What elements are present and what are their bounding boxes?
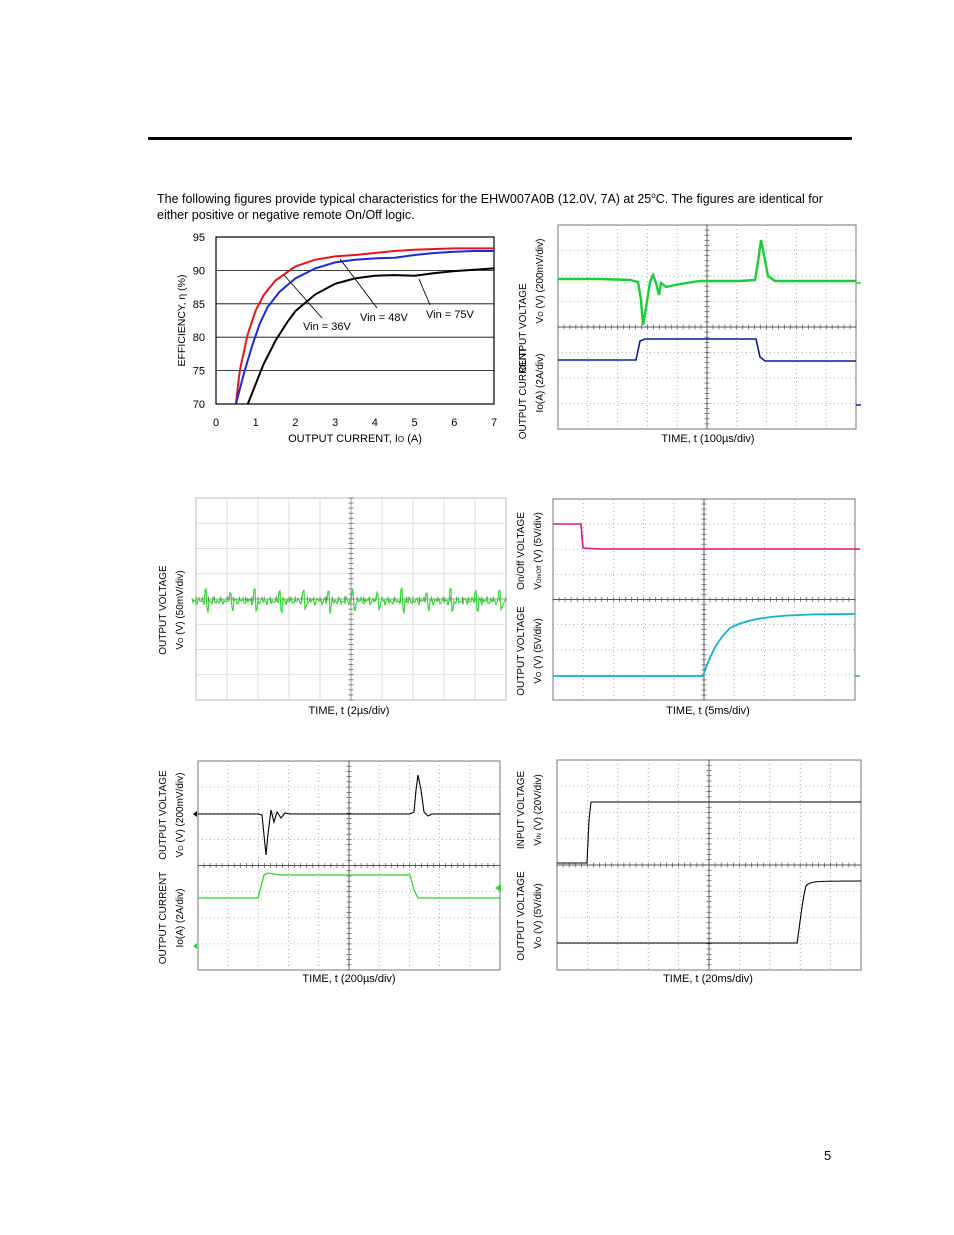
scope-grid-fig5 bbox=[198, 761, 500, 970]
x-tick-label: 4 bbox=[371, 417, 378, 429]
fig4-bottom-label-1: OUTPUT VOLTAGE bbox=[516, 606, 527, 696]
fig4-bottom-label-2: VO (V) (5V/div) bbox=[533, 618, 544, 684]
fig5-bottom-label-2: Io(A) (2A/div) bbox=[175, 888, 186, 948]
scope-transient-100us bbox=[518, 225, 861, 445]
fig6-top-label-1: INPUT VOLTAGE bbox=[516, 770, 527, 850]
fig4-top-label-1: On/Off VOLTAGE bbox=[516, 512, 527, 590]
x-tick-label: 0 bbox=[212, 417, 220, 429]
fig2-bottom-label-2: Io(A) (2A/div) bbox=[535, 353, 546, 413]
y-tick-label: 75 bbox=[192, 365, 205, 378]
x-tick-label: 6 bbox=[451, 417, 458, 429]
fig2-xlabel: TIME, t (100µs/div) bbox=[661, 433, 755, 445]
fig2-bottom-label-1: OUTPUT CURRENT bbox=[518, 346, 529, 440]
fig4-top-label-2: VOn/Off (V) (5V/div) bbox=[533, 512, 544, 590]
annotation-label-1: Vin = 36V bbox=[303, 321, 351, 333]
efficiency-chart bbox=[176, 232, 497, 445]
fig3-xlabel: TIME, t (2µs/div) bbox=[308, 705, 390, 717]
fig5-top-label-2: VO (V) (200mV/div) bbox=[175, 772, 186, 858]
annotation-label-2: Vin = 48V bbox=[360, 312, 408, 324]
x-tick-label: 7 bbox=[490, 417, 498, 429]
x-tick-label: 2 bbox=[292, 417, 299, 429]
y-tick-label: 90 bbox=[192, 265, 205, 278]
scope-transient-200us bbox=[158, 761, 501, 985]
fig6-xlabel: TIME, t (20ms/div) bbox=[663, 973, 753, 985]
fig6-top-label-2: VIN (V) (20V/div) bbox=[533, 774, 544, 846]
intro-paragraph: The following figures provide typical characteristics for the EHW007A0B (12.0V, 7A) at 25$^o$C. The figures are identical for either positive or negative remote On/Off logic. bbox=[157, 191, 823, 223]
fig3-label-2: VO (V) (50mV/div) bbox=[175, 570, 186, 650]
y-tick-label: 95 bbox=[192, 232, 205, 244]
fig6-bottom-label-1: OUTPUT VOLTAGE bbox=[516, 871, 527, 961]
annotation-label-3: Vin = 75V bbox=[426, 309, 474, 321]
y-axis-label: EFFICIENCY, η (%) bbox=[176, 274, 188, 367]
page-number: 5 bbox=[824, 1148, 832, 1163]
scope-grid-fig4 bbox=[553, 499, 855, 700]
scope-ripple-2us bbox=[158, 498, 506, 717]
scope-grid-fig2 bbox=[558, 225, 856, 429]
fig5-top-label-1: OUTPUT VOLTAGE bbox=[158, 770, 169, 860]
y-tick-label: 70 bbox=[192, 399, 205, 411]
x-tick-label: 5 bbox=[411, 417, 418, 429]
fig3-label-1: OUTPUT VOLTAGE bbox=[158, 565, 169, 655]
x-axis-label: OUTPUT CURRENT, IO (A) bbox=[288, 433, 422, 445]
fig2-top-label-2: VO (V) (200mV/div) bbox=[535, 238, 546, 324]
fig4-xlabel: TIME, t (5ms/div) bbox=[666, 705, 750, 717]
scope-startup-20ms bbox=[516, 760, 861, 985]
scope-grid-fig6 bbox=[557, 760, 861, 970]
scope-onoff-5ms bbox=[516, 499, 860, 717]
fig5-bottom-label-1: OUTPUT CURRENT bbox=[158, 871, 169, 965]
fig6-bottom-label-2: VO (V) (5V/div) bbox=[533, 883, 544, 949]
y-tick-label: 80 bbox=[192, 332, 205, 345]
fig2-top-label-1: OUTPUT VOLTAGE bbox=[518, 283, 529, 373]
y-tick-label: 85 bbox=[192, 298, 205, 311]
x-tick-label: 3 bbox=[332, 417, 339, 429]
x-tick-label: 1 bbox=[252, 417, 259, 429]
fig5-xlabel: TIME, t (200µs/div) bbox=[302, 973, 396, 985]
